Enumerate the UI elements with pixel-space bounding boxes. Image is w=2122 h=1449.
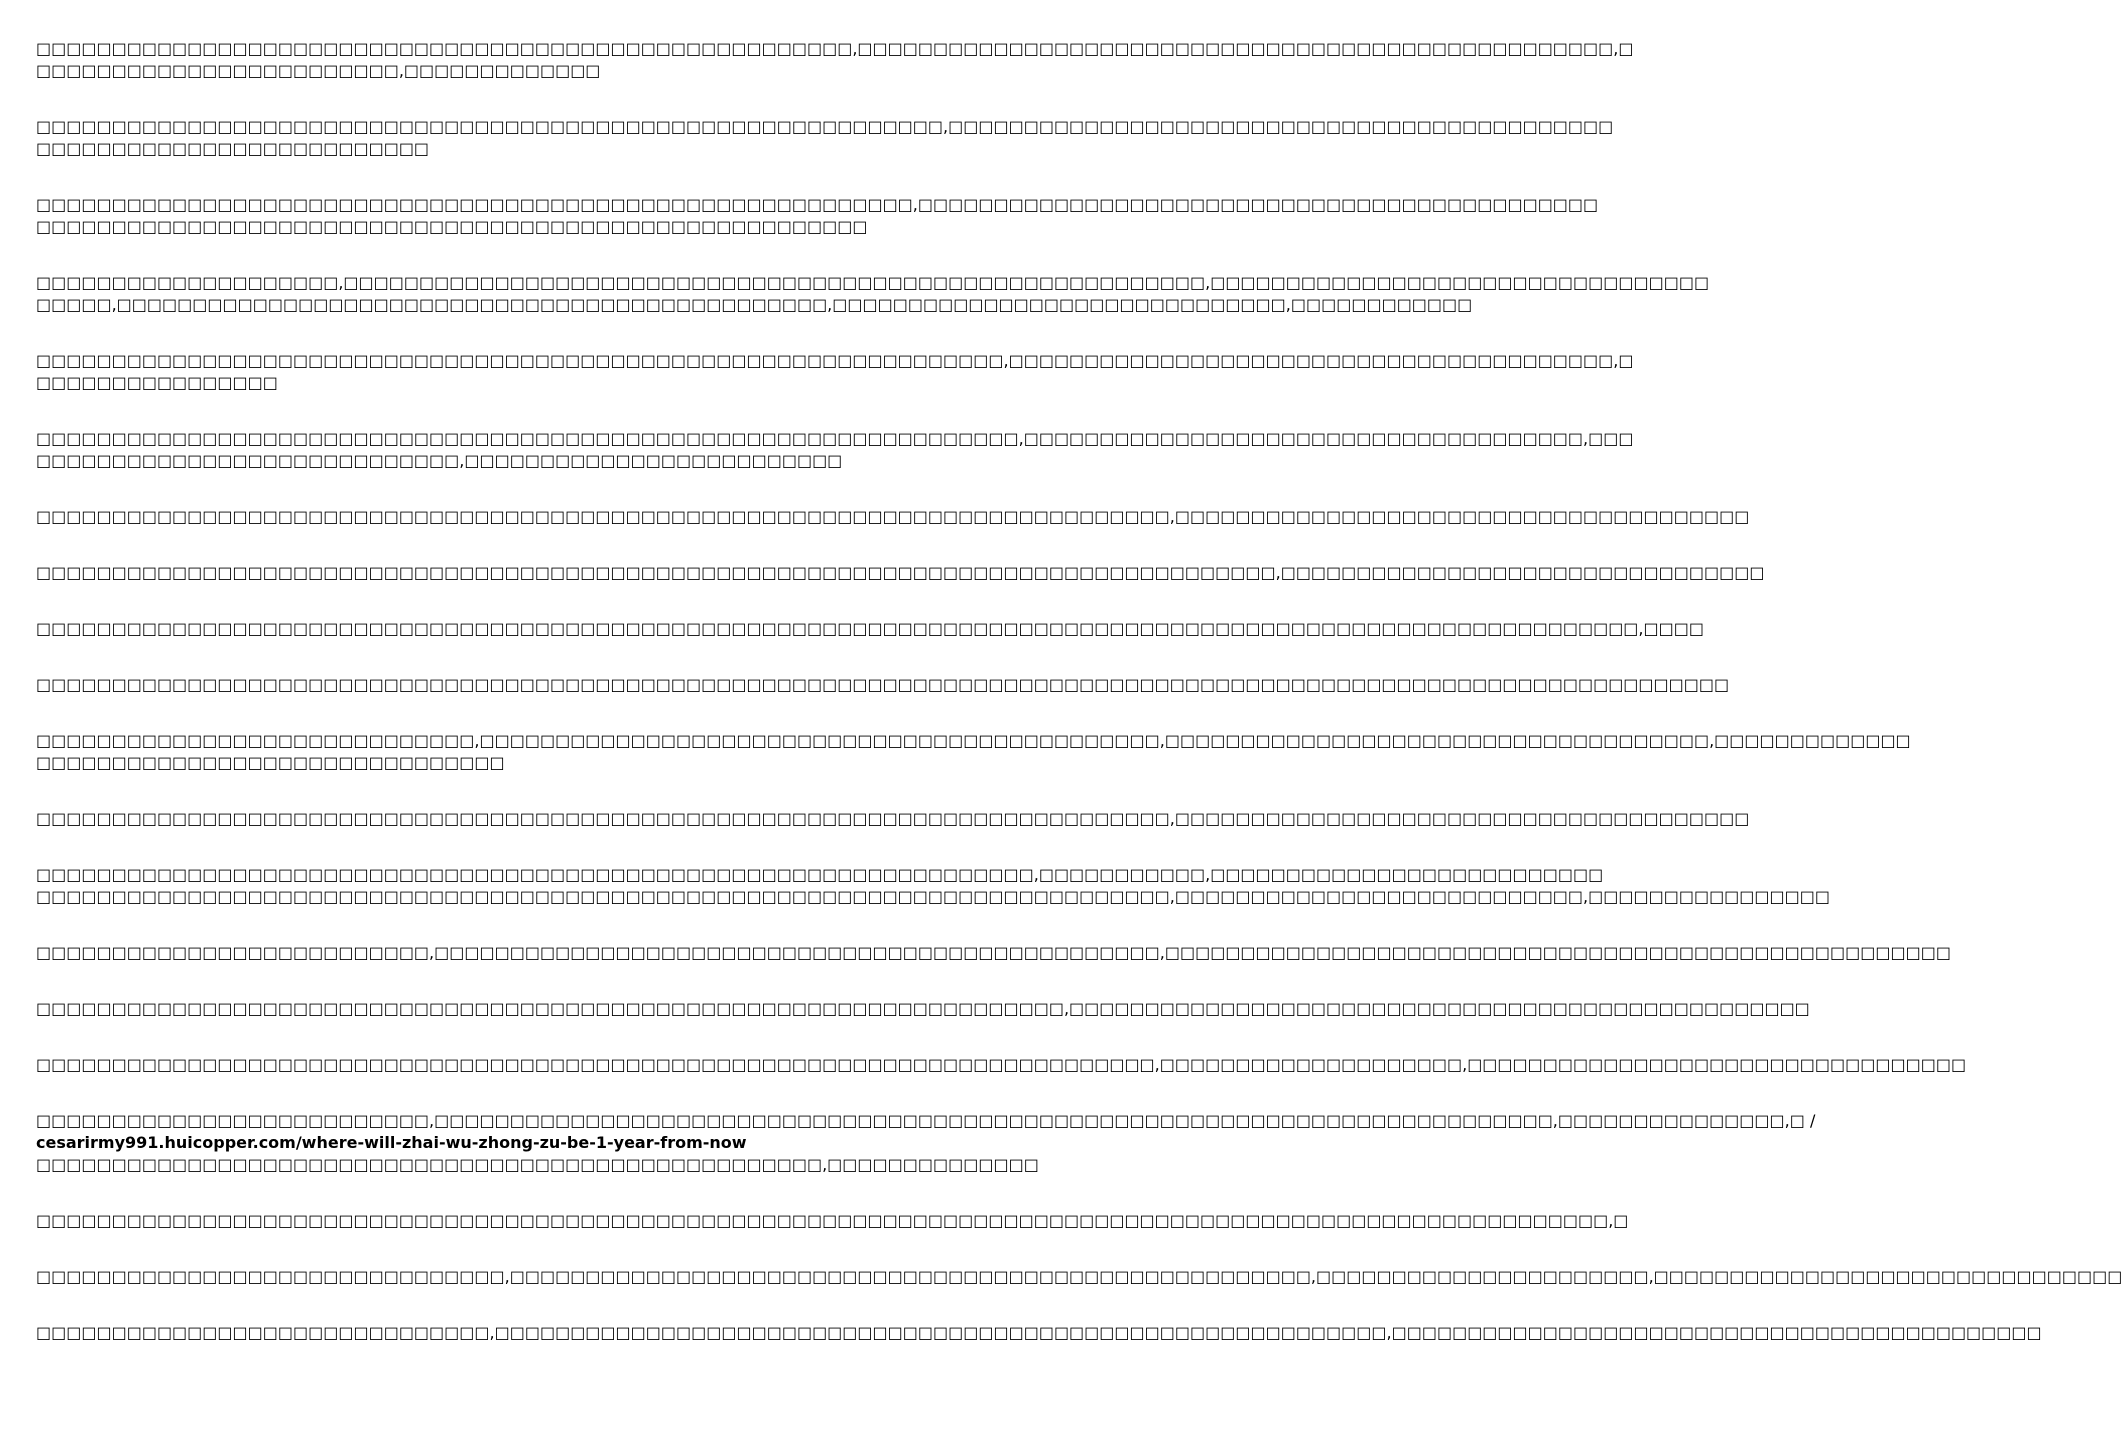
paragraph-19 xyxy=(36,1266,2122,1288)
paragraph-line: □□□□□□□□□□□□□□□□□□□□□□□□□□□□□□□□□□□□□□□□□□□□□□□□□□□□□□□□□□□□□□□□□□□□□□□□□□□□□□□□□□□□□□□□□□□□□□□□□□□□□□□□,□ xyxy=(36,1211,1629,1230)
paragraph-line: □□□□□□□□□□□□□□□□□□□□□□□□□□□□□□□□□□□□□□□□□□□□□□□□□□□□□□□□□□□□□□□□□□□□□□□□□□□□□□□□□□,□□□□□□□□□□□□□□□□□□□□□□□□□□□□□□□□ xyxy=(36,563,1765,582)
paragraph-line: □□□□□□□□□□□□□□□□□□□□□□□□,□□□□□□□□□□□□□ xyxy=(36,61,601,80)
paragraph-17 xyxy=(36,1110,1816,1176)
paragraph-line: □□□□□□□□□□□□□□□□□□□□□□□□□□□□□□□□□□□□□□□□□□□□□□□□□□□□□□□□□□□□□□□□□□□□,□□□□□□□□□□□□□□□□□□□□□□□□□□□□□□□□□□□□□□□□□□□□□□□□□ xyxy=(36,999,1810,1018)
paragraph-4 xyxy=(36,272,1710,316)
paragraph-10 xyxy=(36,674,1730,696)
paragraph-line: □□□□□□□□□□□□□□□□ xyxy=(36,373,278,392)
paragraph-line: □□□□□□□□□□□□□□□□□□□□□□□□□□□□□□□□□□□□□□□□□□□□□□□□□□□□□□□□□□□□□□□□□□□□□□□□□□□,□□□□□□□□□□□□□□□□□□□□□□□□□□□□□□□□□□□□□□ xyxy=(36,507,1750,526)
paragraph-line: □□□□□□□□□□□□□□□□□□□□□□□□□□□□□□□□□□□□□□□□□□□□□□□□□□□□□□□□□□,□□□□□□□□□□□□□□□□□□□□□□□□□□□□□□□□□□□□□□□□□□□□□ xyxy=(36,195,1599,214)
paragraph-line: □□□□□□□□□□□□□□□□□□□□□□□□□□□□□□□□□□□□□□□□□□□□□□□□□□□□□□□□□□□□□□□□□□□□□□□□□□□□□□□□□□□□□□□□□□□□□□□□□□□□□□□□□□,□□□□ xyxy=(36,619,1704,638)
paragraph-15 xyxy=(36,998,1810,1020)
paragraph-line: □□□□□□□□□□□□□□□□□□□□□□□□□□□□□□□□□□□□□□□□□□□□□□□□□□□□□□□□□□□□□□□□□,□□□□□□□□□□□□□□□□□□□□□□□□□□□□□□□□□□□□□,□□□ xyxy=(36,429,1634,448)
paragraph-line: □□□□□□□□□□□□□□□□□□□□□□□□□□□□□□□ xyxy=(36,753,505,772)
paragraph-8 xyxy=(36,562,1765,584)
paragraph-line: □□□□□□□□□□□□□□□□□□□□□□□□□□□□□□□□□□□□□□□□□□□□□□□□□□□□□□□□□□□□□□□□□□□□□□□□□□□,□□□□□□□□□□□□□□□□□□□□□□□□□□□,□□□□□□□□□□□□□□□□ xyxy=(36,887,1830,906)
paragraph-line: □□□□□□□□□□□□□□□□□□□□□□□□□□□□□□□□□□□□□□□□□□□□□□□□□□□□□□□□□□□□□□□□□□□□□□□□□□□,□□□□□□□□□□□□□□□□□□□□□□□□□□□□□□□□□□□□□□ xyxy=(36,809,1750,828)
paragraph-16 xyxy=(36,1054,1967,1076)
paragraph-line: □□□□□□□□□□□□□□□□□□□□□□□□□□□□□□□□□□□□□□□□□□□□□□□□□□□□□□□□□□□□,□□□□□□□□□□□□□□□□□□□□□□□□□□□□□□□□□□□□□□□□□□□□ xyxy=(36,117,1614,136)
paragraph-line: □□□□□□□□□□□□□□□□□□□□□□□□□□□□□□□□□□□□□□□□□□□□□□□□□□□□□□□□□□□□□□□□,□□□□□□□□□□□□□□□□□□□□□□□□□□□□□□□□□□□□□□□□,□ xyxy=(36,351,1634,370)
paragraph-line: □□□□□□□□□□□□□□□□□□□□□□□□□□□□□□□,□□□□□□□□□□□□□□□□□□□□□□□□□□□□□□□□□□□□□□□□□□□□□□□□□□□□□,□□□□□□□□□□□□□□□□□□□□□□,□□□□□□□□□□□□□□□□□□□□□□□□□□□□□□□ xyxy=(36,1267,2122,1286)
paragraph-9 xyxy=(36,618,1704,640)
paragraph-line: □□□□□□□□□□□□□□□□□□□□□□□□□□□□,□□□□□□□□□□□□□□□□□□□□□□□□□ xyxy=(36,451,843,470)
article-link[interactable]: cesarirmy991.huicopper.com/where-will-zhai-wu-zhong-zu-be-1-year-from-now xyxy=(36,1133,747,1152)
paragraph-line: □□□□□□□□□□□□□□□□□□□□□□□□□□□□□□□□□□□□□□□□□□□□□□□□□□□□□□□□□□□□□□□□□□,□□□□□□□□□□□,□□□□□□□□□□□□□□□□□□□□□□□□□□ xyxy=(36,865,1604,884)
paragraph-line: □□□□□□□□□□□□□□□□□□□□□□□□□□,□□□□□□□□□□□□□□□□□□□□□□□□□□□□□□□□□□□□□□□□□□□□□□□□,□□□□□□□□□□□□□□□□□□□□□□□□□□□□□□□□□□□□□□□□□□□□□□□□□□□□ xyxy=(36,943,1951,962)
document-body xyxy=(36,38,2122,1378)
paragraph-line: □□□□□,□□□□□□□□□□□□□□□□□□□□□□□□□□□□□□□□□□□□□□□□□□□□□□□,□□□□□□□□□□□□□□□□□□□□□□□□□□□□□□,□□□□□□□□□□□□ xyxy=(36,295,1473,314)
paragraph-11 xyxy=(36,730,1911,774)
paragraph-line: □□□□□□□□□□□□□□□□□□□□,□□□□□□□□□□□□□□□□□□□□□□□□□□□□□□□□□□□□□□□□□□□□□□□□□□□□□□□□□,□□□□□□□□□□□□□□□□□□□□□□□□□□□□□□□□□ xyxy=(36,273,1710,292)
paragraph-20 xyxy=(36,1322,2042,1344)
paragraph-line: □□□□□□□□□□□□□□□□□□□□□□□□□□□□□□,□□□□□□□□□□□□□□□□□□□□□□□□□□□□□□□□□□□□□□□□□□□□□□□□□□□□□□□□□□□,□□□□□□□□□□□□□□□□□□□□□□□□□□□□□□□□□□□□□□□□□□□ xyxy=(36,1323,2042,1342)
paragraph-2 xyxy=(36,116,1614,160)
paragraph-14 xyxy=(36,942,1951,964)
paragraph-line: □□□□□□□□□□□□□□□□□□□□□□□□□□□□□□□□□□□□□□□□□□□□□□□□□□□□,□□□□□□□□□□□□□□ xyxy=(36,1155,1039,1174)
paragraph-line: □□□□□□□□□□□□□□□□□□□□□□□□□□□□□□□□□□□□□□□□□□□□□□□□□□□□□□□□□□□□□□□□□□□□□□□□□□,□□□□□□□□□□□□□□□□□□□□,□□□□□□□□□□□□□□□□□□□□□□□□□□□□□□□□□ xyxy=(36,1055,1967,1074)
paragraph-1 xyxy=(36,38,1634,82)
paragraph-line: □□□□□□□□□□□□□□□□□□□□□□□□□□□□□□□□□□□□□□□□□□□□□□□□□□□□□□,□□□□□□□□□□□□□□□□□□□□□□□□□□□□□□□□□□□□□□□□□□□□□□□□□□,□ xyxy=(36,39,1634,58)
paragraph-6 xyxy=(36,428,1634,472)
paragraph-line: □□□□□□□□□□□□□□□□□□□□□□□□□□ xyxy=(36,139,430,158)
paragraph-line: □□□□□□□□□□□□□□□□□□□□□□□□□□□□□□□□□□□□□□□□□□□□□□□□□□□□□□□ xyxy=(36,217,868,236)
paragraph-12 xyxy=(36,808,1750,830)
paragraph-line: □□□□□□□□□□□□□□□□□□□□□□□□□□,□□□□□□□□□□□□□□□□□□□□□□□□□□□□□□□□□□□□□□□□□□□□□□□□□□□□□□□□□□□□□□□□□□□□□□□□□□,□□□□□□□□□□□□□□□,□ / xyxy=(36,1111,1816,1130)
paragraph-3 xyxy=(36,194,1599,238)
paragraph-line: □□□□□□□□□□□□□□□□□□□□□□□□□□□□□□□□□□□□□□□□□□□□□□□□□□□□□□□□□□□□□□□□□□□□□□□□□□□□□□□□□□□□□□□□□□□□□□□□□□□□□□□□□□□□□□□□ xyxy=(36,675,1730,694)
paragraph-18 xyxy=(36,1210,1629,1232)
paragraph-13 xyxy=(36,864,1830,908)
paragraph-5 xyxy=(36,350,1634,394)
paragraph-7 xyxy=(36,506,1750,528)
paragraph-line: □□□□□□□□□□□□□□□□□□□□□□□□□□□□□,□□□□□□□□□□□□□□□□□□□□□□□□□□□□□□□□□□□□□□□□□□□□□,□□□□□□□□□□□□□□□□□□□□□□□□□□□□□□□□□□□□,□□□□□□□□□□□□□ xyxy=(36,731,1911,750)
